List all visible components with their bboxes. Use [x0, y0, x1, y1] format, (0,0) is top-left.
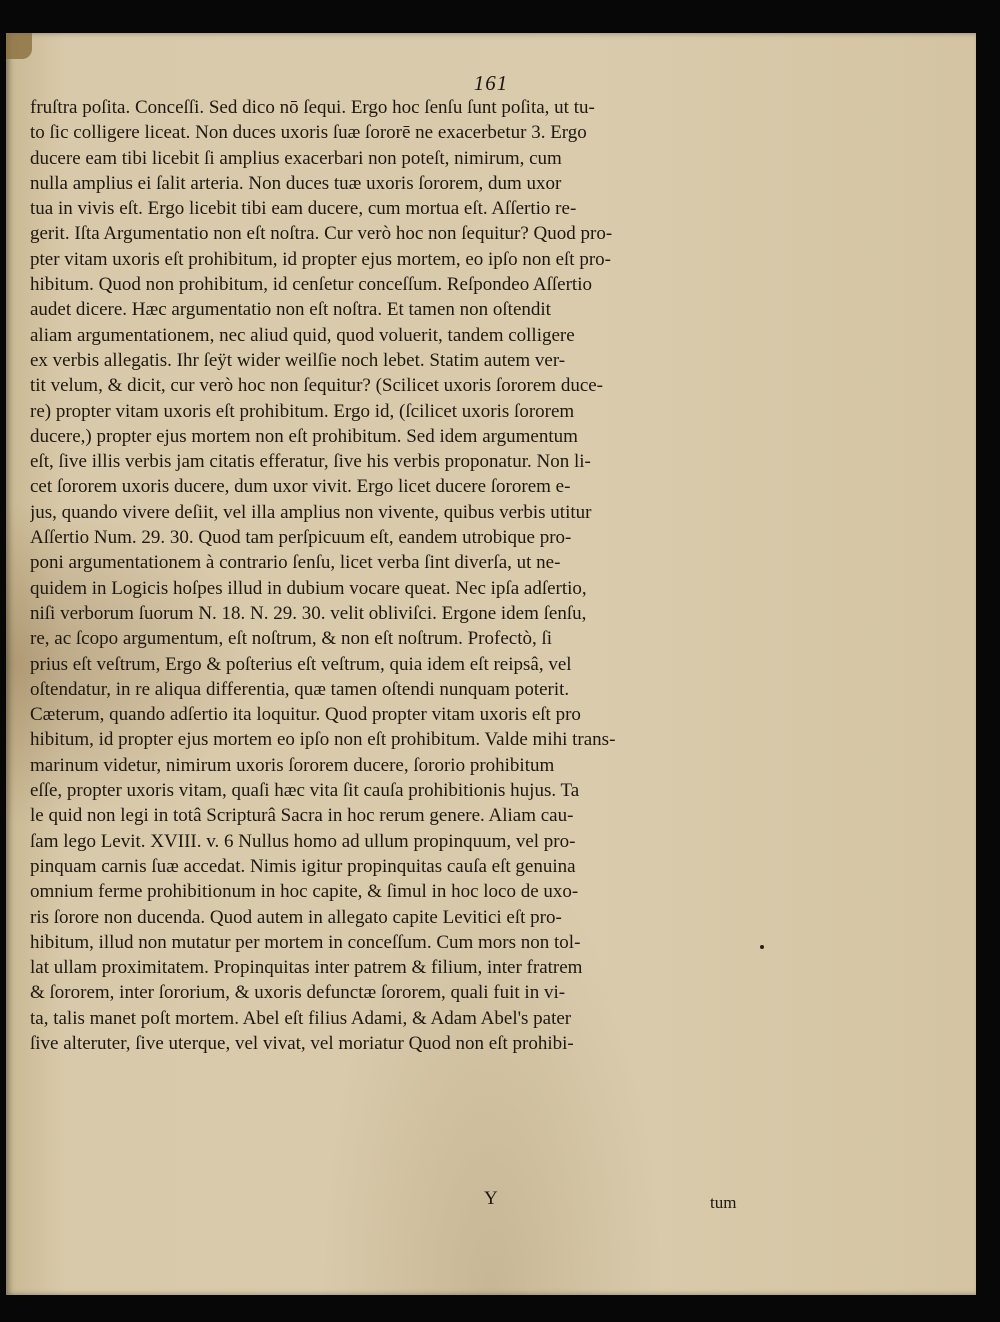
text-line: gerit. Iſta Argumentatio non eſt noſtra. Cur verò hoc non ſequitur? Quod pro-: [30, 223, 613, 245]
text-line: ex verbis allegatis. Ihr ſeÿt wider weilſie noch lebet. Statim autem ver-: [30, 349, 566, 371]
text-line: re, ac ſcopo argumentum, eſt noſtrum, & non eſt noſtrum. Profectò, ſi: [30, 628, 553, 650]
text-line: ducere eam tibi licebit ſi amplius exacerbari non poteſt, nimirum, cum: [30, 147, 562, 169]
page-number: 161: [473, 71, 509, 95]
text-line: ta, talis manet poſt mortem. Abel eſt filius Adami, & Adam Abel's pater: [30, 1007, 572, 1029]
text-line: pinquam carnis ſuæ accedat. Nimis igitur propinquitas cauſa eſt genuina: [30, 855, 576, 877]
catchword: tum: [710, 1193, 737, 1212]
text-line: ſam lego Levit. XVIII. v. 6 Nullus homo ad ullum propinquum, vel pro-: [30, 830, 576, 852]
text-line: hibitum, id propter ejus mortem eo ipſo non eſt prohibitum. Valde mihi trans-: [30, 729, 616, 751]
text-line: pter vitam uxoris eſt prohibitum, id propter ejus mortem, eo ipſo non eſt pro-: [30, 248, 611, 270]
text-line: fruſtra poſita. Conceſſi. Sed dico nō ſequi. Ergo hoc ſenſu ſunt poſita, ut tu-: [30, 97, 595, 118]
text-line: omnium ferme prohibitionum in hoc capite, & ſimul in hoc loco de uxo-: [30, 881, 579, 903]
body-text: [30, 95, 752, 1056]
text-line: re) propter vitam uxoris eſt prohibitum. Ergo id, (ſcilicet uxoris ſororem: [30, 400, 575, 422]
text-line: & ſororem, inter ſororium, & uxoris defunctæ ſororem, quali fuit in vi-: [30, 982, 566, 1004]
text-line: oſtendatur, in re aliqua differentia, quæ tamen oſtendi nunquam poterit.: [30, 678, 570, 700]
text-line: jus, quando vivere deſiit, vel illa amplius non vivente, quibus verbis utitur: [30, 501, 592, 523]
text-line: audet dicere. Hæc argumentatio non eſt noſtra. Et tamen non oſtendit: [30, 299, 551, 321]
text-line: to ſic colligere liceat. Non duces uxoris ſuæ ſororē ne exacerbetur 3. Ergo: [30, 122, 587, 144]
text-line: ris ſorore non ducenda. Quod autem in allegato capite Levitici eſt pro-: [30, 906, 562, 928]
text-line: hibitum. Quod non prohibitum, id cenſetur conceſſum. Reſpondeo Aſſertio: [30, 274, 592, 296]
text-line: tua in vivis eſt. Ergo licebit tibi eam ducere, cum mortua eſt. Aſſertio re-: [30, 198, 577, 220]
text-line: eſt, ſive illis verbis jam citatis efferatur, ſive his verbis proponatur. Non li-: [30, 451, 591, 473]
text-line: ſive alteruter, ſive uterque, vel vivat, vel moriatur Quod non eſt prohibi-: [30, 1032, 574, 1054]
text-line: poni argumentationem à contrario ſenſu, licet verba ſint diverſa, ut ne-: [30, 552, 561, 574]
text-line: le quid non legi in totâ Scripturâ Sacra in hoc rerum genere. Aliam cau-: [30, 805, 574, 827]
book-page: [6, 33, 976, 1295]
text-line: hibitum, illud non mutatur per mortem in conceſſum. Cum mors non tol-: [30, 931, 581, 953]
text-line: quidem in Logicis hoſpes illud in dubium vocare queat. Nec ipſa adſertio,: [30, 577, 587, 599]
text-line: aliam argumentationem, nec aliud quid, quod voluerit, tandem colligere: [30, 324, 575, 346]
text-line: eſſe, propter uxoris vitam, quaſi hæc vita ſit cauſa prohibitionis hujus. Ta: [30, 780, 580, 802]
text-line: prius eſt veſtrum, Ergo & poſterius eſt veſtrum, quia idem eſt reipsâ, vel: [30, 653, 572, 675]
text-line: lat ullam proximitatem. Propinquitas inter patrem & filium, inter fratrem: [30, 957, 583, 979]
signature-mark: Y: [484, 1188, 498, 1209]
margin-ink-dot: [760, 945, 764, 949]
text-line: cet ſororem uxoris ducere, dum uxor vivit. Ergo licet ducere ſororem e-: [30, 476, 571, 498]
text-line: niſi verborum ſuorum N. 18. N. 29. 30. velit obliviſci. Ergone idem ſenſu,: [30, 602, 587, 624]
text-line: Cæterum, quando adſertio ita loquitur. Quod propter vitam uxoris eſt pro: [30, 704, 581, 726]
text-line: tit velum, & dicit, cur verò hoc non ſequitur? (Scilicet uxoris ſororem duce-: [30, 375, 604, 397]
text-line: Aſſertio Num. 29. 30. Quod tam perſpicuum eſt, eandem utrobique pro-: [30, 527, 572, 549]
text-line: ducere,) propter ejus mortem non eſt prohibitum. Sed idem argumentum: [30, 425, 578, 447]
text-line: nulla amplius ei ſalit arteria. Non duces tuæ uxoris ſororem, dum uxor: [30, 172, 562, 194]
text-line: marinum videtur, nimirum uxoris ſororem ducere, ſororio prohibitum: [30, 754, 555, 776]
page-corner-stain: [6, 33, 32, 59]
